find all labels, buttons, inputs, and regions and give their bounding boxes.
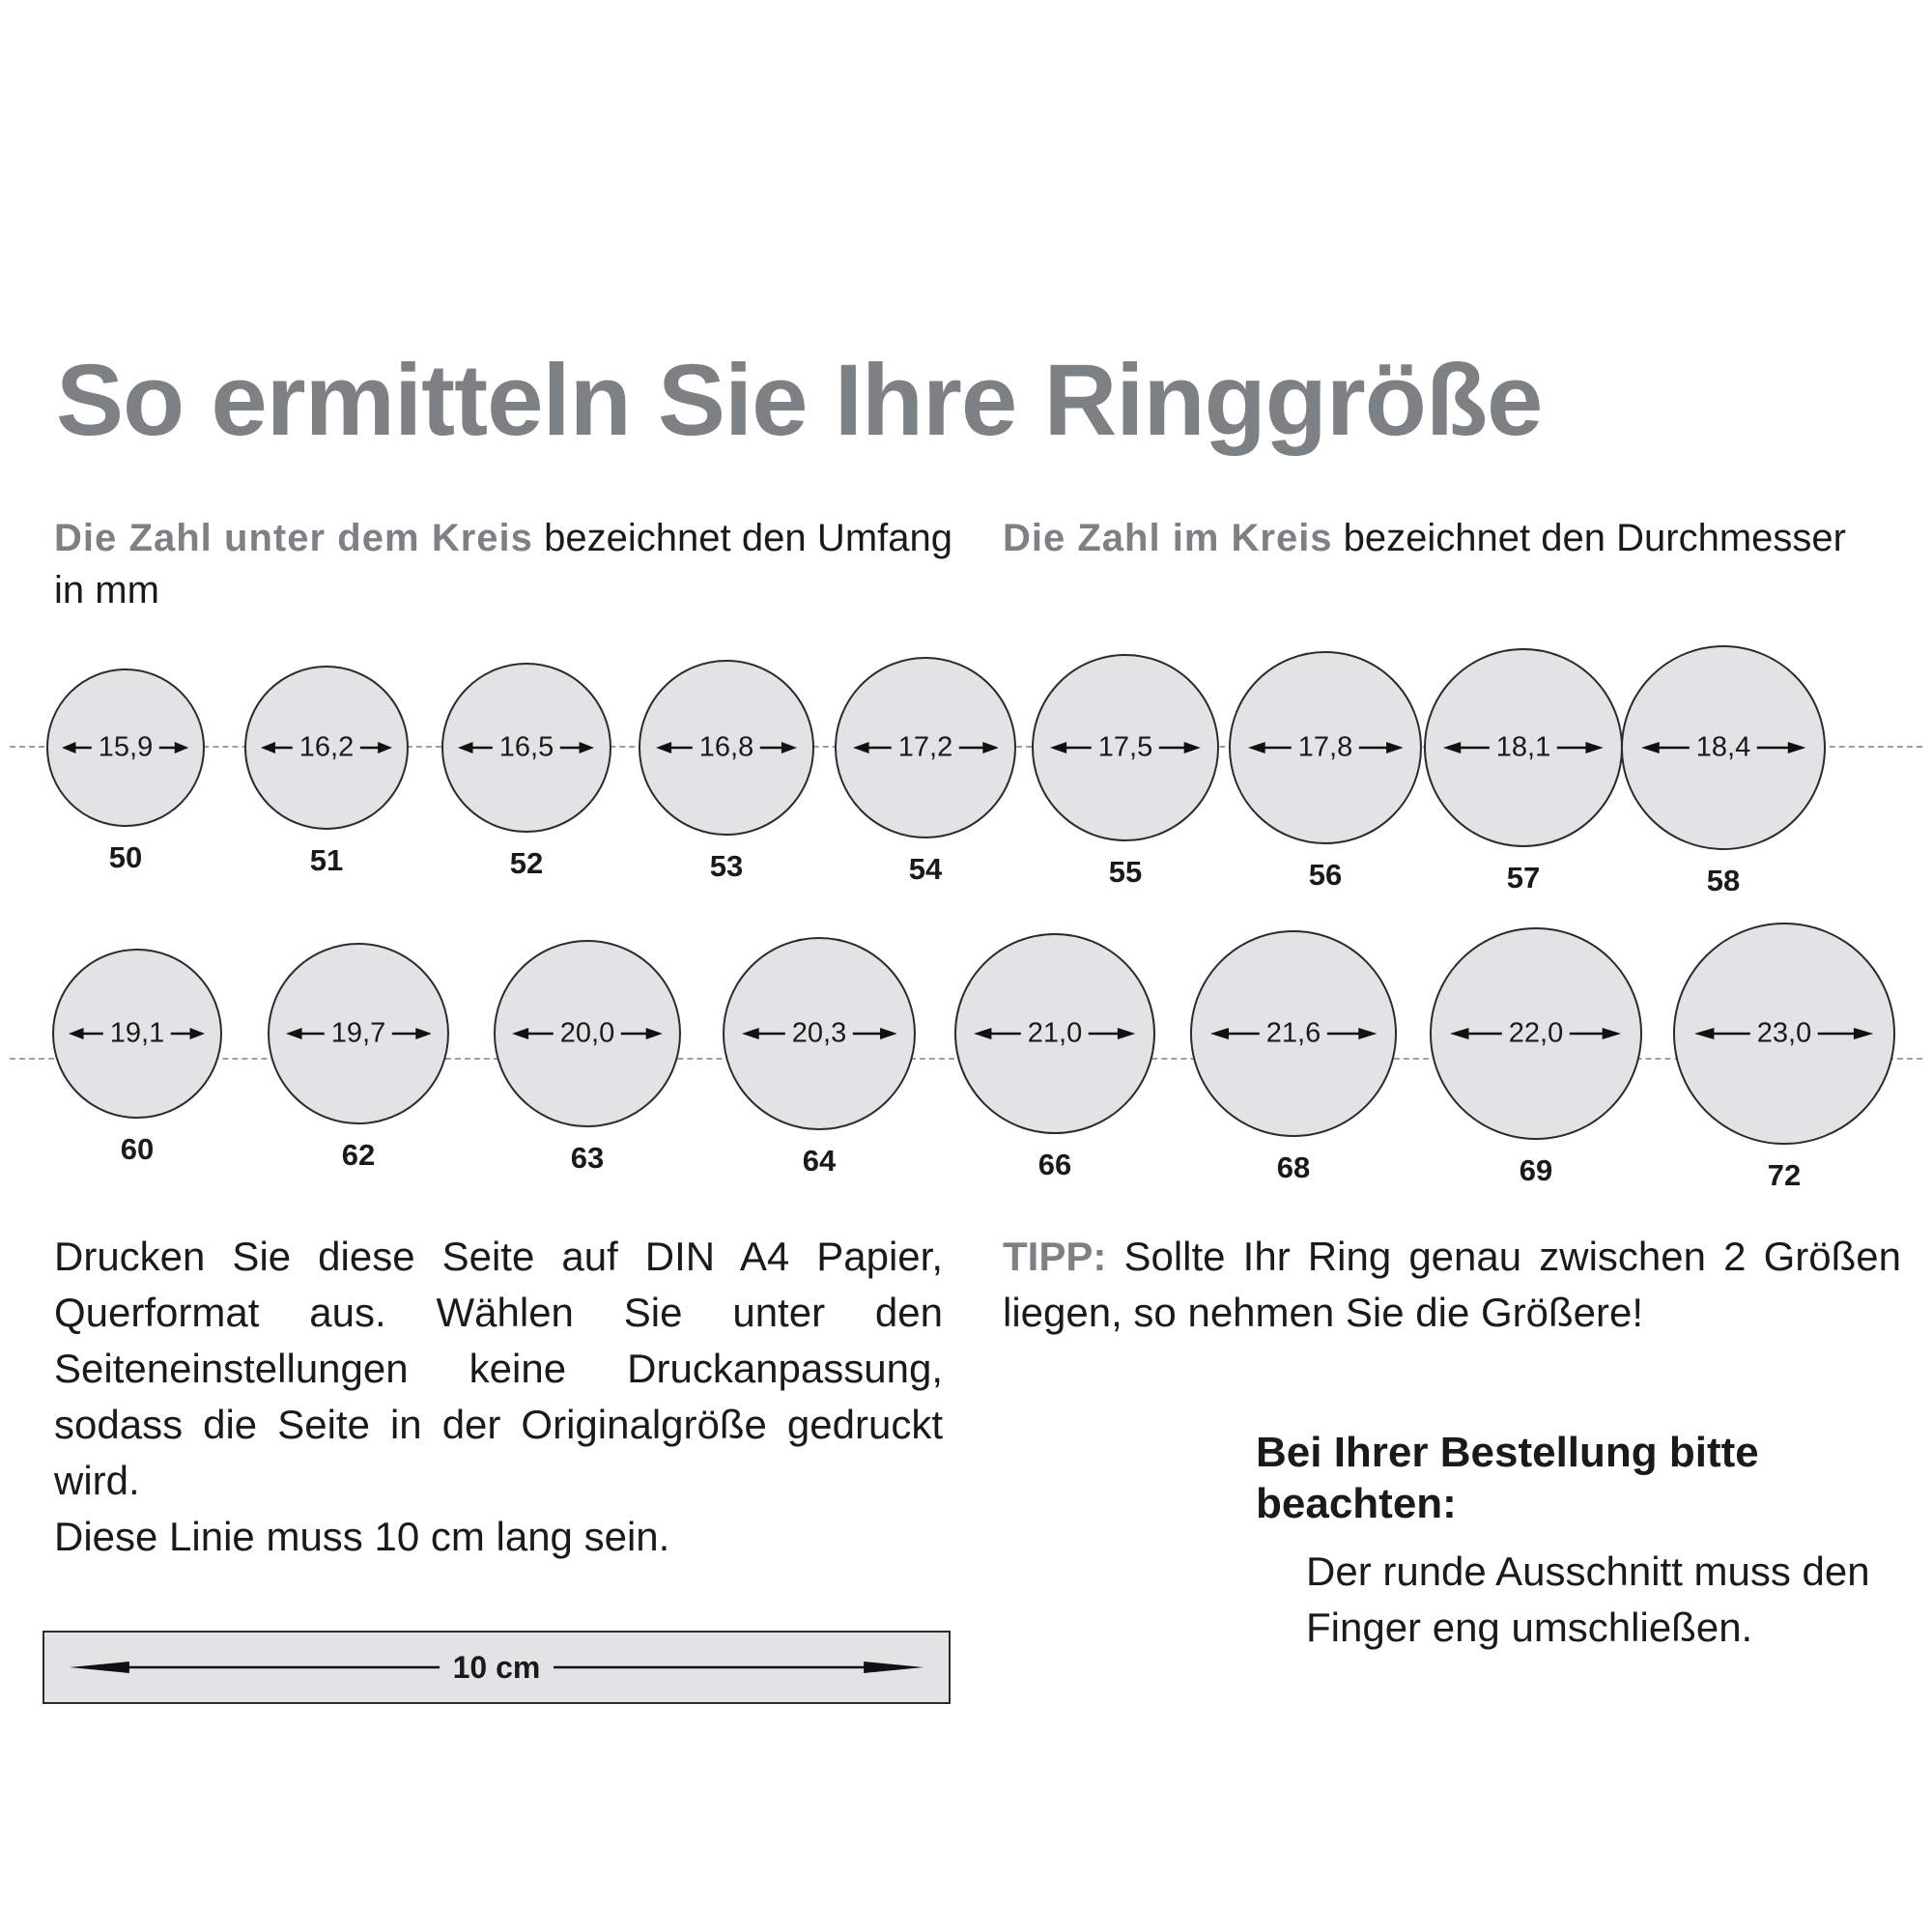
order-note-body: Der runde Ausschnitt muss den Finger eng umschließen. (1306, 1548, 1870, 1650)
ring-diameter-label: 16,5 (493, 734, 560, 762)
ring-item (835, 657, 1016, 887)
ring-circle (1032, 654, 1219, 841)
ring-size-label: 52 (509, 846, 544, 880)
ring-item (1424, 648, 1623, 895)
ring-diameter-label: 16,2 (293, 734, 360, 762)
ring-diameter-label: 17,5 (1092, 734, 1159, 762)
ring-circle (1621, 645, 1826, 850)
ring-diameter-label: 19,7 (325, 1020, 392, 1048)
ring-circle (268, 943, 449, 1124)
ring-diameter-label: 17,8 (1292, 734, 1359, 762)
ring-size-label: 55 (1108, 855, 1143, 889)
ring-size-label: 72 (1767, 1158, 1802, 1192)
ring-item (1032, 654, 1219, 890)
ring-circle (1229, 651, 1422, 844)
ring-size-label: 56 (1308, 858, 1343, 892)
ring-item (1229, 651, 1422, 893)
ring-row-top (0, 649, 1932, 900)
ring-diameter-label: 19,1 (103, 1020, 171, 1048)
intro-diameter-rest: bezeichnet den Durchmesser (1332, 517, 1846, 559)
intro-circumference-rest: bezeichnet den Umfang in mm (54, 517, 952, 611)
ring-item (1190, 930, 1397, 1185)
ring-item (954, 933, 1155, 1182)
ring-diameter-label: 20,0 (554, 1020, 621, 1048)
ring-circle (46, 668, 205, 827)
ring-diameter-label: 18,1 (1490, 734, 1557, 762)
ruler-label: 10 cm (440, 1650, 554, 1686)
ring-circle (52, 949, 222, 1119)
ring-size-label: 68 (1276, 1151, 1311, 1184)
ring-circle (441, 663, 611, 833)
ring-size-label: 57 (1506, 861, 1541, 895)
ring-item (441, 663, 611, 881)
ring-circle (244, 666, 409, 830)
ring-diameter-label: 21,0 (1021, 1020, 1089, 1048)
ring-size-label: 64 (802, 1144, 837, 1178)
ring-size-label: 63 (570, 1141, 605, 1175)
page-title: So ermitteln Sie Ihre Ringgröße (56, 344, 1543, 458)
ring-item (639, 660, 814, 884)
order-note-heading: Bei Ihrer Bestellung bitte beachten: (1256, 1429, 1759, 1527)
ring-item (52, 949, 222, 1167)
ring-item (494, 940, 681, 1176)
ring-circle (494, 940, 681, 1127)
ring-circle (954, 933, 1155, 1134)
ring-size-label: 53 (709, 849, 744, 883)
ring-item (268, 943, 449, 1173)
ring-diameter-label: 15,9 (92, 734, 159, 762)
intro-diameter-lead: Die Zahl im Kreis (1003, 517, 1333, 559)
ring-circle (639, 660, 814, 836)
intro-circumference-lead: Die Zahl unter dem Kreis (54, 517, 533, 559)
ruler-10cm (43, 1631, 951, 1704)
tip-text: Sollte Ihr Ring genau zwischen 2 Größen liegen, so nehmen Sie die Größere! (1003, 1234, 1901, 1335)
ring-circle (723, 937, 916, 1130)
intro-diameter (1003, 512, 1891, 564)
ring-diameter-label: 23,0 (1750, 1020, 1818, 1048)
intro-circumference (54, 512, 952, 616)
print-instructions-paragraph: Drucken Sie diese Seite auf DIN A4 Papier, Querformat aus. Wählen Sie unter den Seiteneinstellungen keine Druckanpassung, sodass die Seite in der Originalgröße gedruckt wird. (54, 1234, 943, 1503)
ring-row-bottom (0, 937, 1932, 1192)
ring-diameter-label: 17,2 (892, 734, 959, 762)
print-instructions-line-note: Diese Linie muss 10 cm lang sein. (54, 1513, 670, 1559)
ring-diameter-label: 21,6 (1260, 1020, 1327, 1048)
ring-size-label: 50 (108, 840, 143, 874)
ring-size-label: 69 (1519, 1153, 1553, 1187)
ring-size-label: 60 (120, 1132, 155, 1166)
order-note (1256, 1428, 1893, 1656)
ring-item (244, 666, 409, 878)
ring-item (723, 937, 916, 1179)
ring-circle (1673, 923, 1895, 1145)
tip-lead: TIPP: (1003, 1234, 1107, 1279)
ring-diameter-label: 20,3 (785, 1020, 853, 1048)
ring-diameter-label: 22,0 (1502, 1020, 1570, 1048)
ring-circle (1424, 648, 1623, 847)
ring-size-label: 62 (341, 1138, 376, 1172)
ring-diameter-label: 18,4 (1690, 734, 1757, 762)
ring-size-label: 58 (1706, 864, 1741, 897)
ring-item (1430, 927, 1642, 1188)
tip-block (1003, 1229, 1901, 1341)
ring-circle (1190, 930, 1397, 1137)
ring-size-label: 51 (309, 843, 344, 877)
ring-item (1621, 645, 1826, 898)
ring-size-label: 66 (1037, 1148, 1072, 1181)
ring-circle (835, 657, 1016, 838)
ring-item (1673, 923, 1895, 1193)
ring-diameter-label: 16,8 (693, 734, 760, 762)
print-instructions (54, 1229, 943, 1565)
ring-item (46, 668, 205, 875)
ring-size-label: 54 (908, 852, 943, 886)
ring-circle (1430, 927, 1642, 1140)
